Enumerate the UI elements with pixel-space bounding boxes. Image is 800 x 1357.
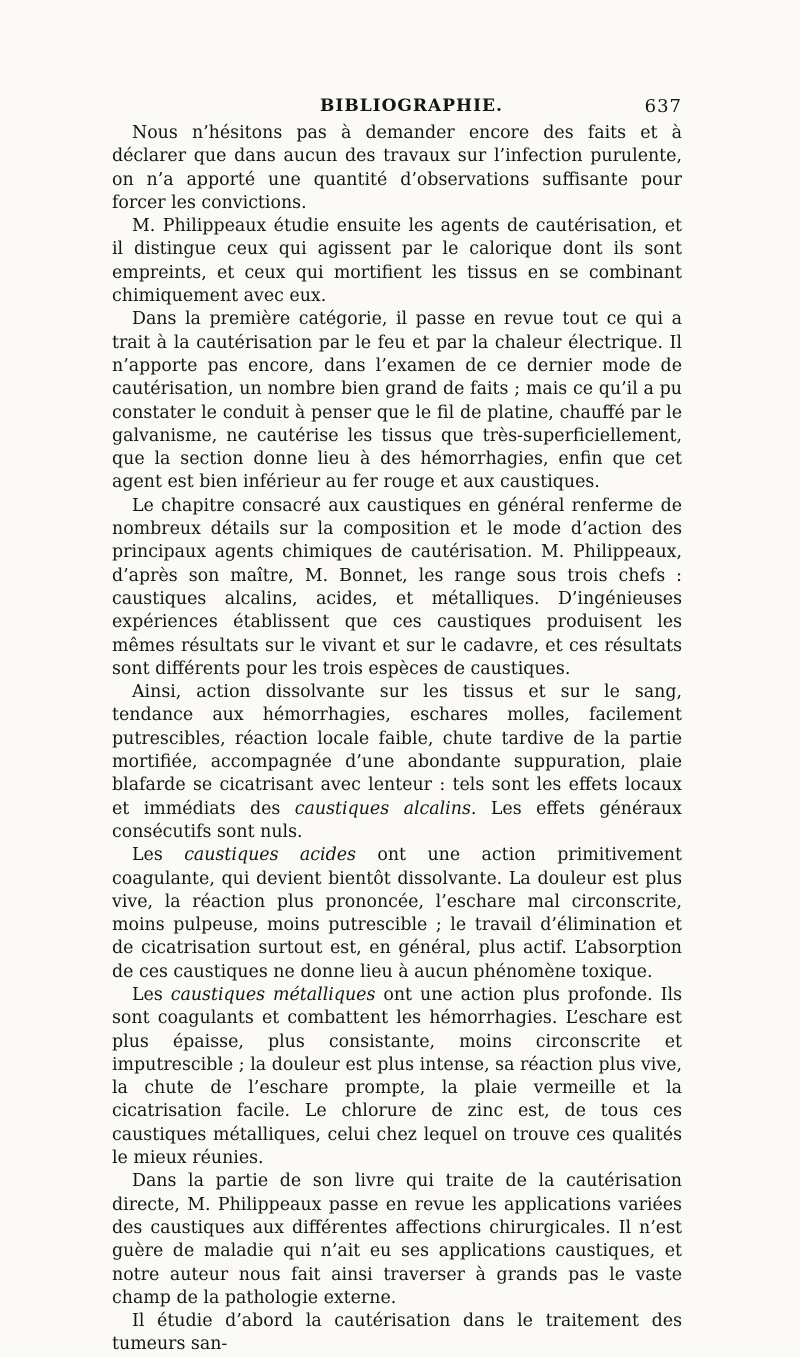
paragraph: Dans la partie de son livre qui traite de la cautérisation directe, M. Philippeaux passe en revue les applications variées des caustiques aux différentes affections chirurgicales. Il n’est guère de maladie qui n’ait eu ses applications caustiques, et notre auteur nous fait ainsi traverser à grands pas le vaste champ de la pathologie externe. xyxy=(112,1171,682,1308)
running-header xyxy=(112,96,682,122)
page-number: 637 xyxy=(644,96,682,117)
paragraph xyxy=(112,844,682,984)
paragraph-text: Ainsi, action dissolvante sur les tissus et sur le sang, tendance aux hémorrhagies, eschares molles, facilement putrescibles, réaction locale faible, chute tardive de la partie mortifiée, accompagnée d’une abondante suppuration, plaie blafarde se cicatrisant avec lenteur : tels sont les effets locaux et immédiats des xyxy=(112,682,682,819)
body-text xyxy=(112,122,682,1357)
paragraph-text: Les xyxy=(132,845,185,866)
paragraph: Le chapitre consacré aux caustiques en général renferme de nombreux détails sur la composition et le mode d’action des principaux agents chimiques de cautérisation. M. Philippeaux, d’après son maître, M. Bonnet, les range sous trois chefs : caustiques alcalins, acides, et métalliques. D’ingénieuses expériences établissent que ces caustiques produisent les mêmes résultats sur le vivant et sur le cadavre, et ces résultats sont différents pour les trois espèces de caustiques. xyxy=(112,495,682,679)
italic-term: caustiques métalliques xyxy=(170,984,376,1005)
italic-term: caustiques acides xyxy=(184,845,356,866)
italic-term: caustiques alcalins xyxy=(294,798,471,819)
book-page xyxy=(112,96,682,1357)
paragraph xyxy=(112,681,682,844)
paragraph-text: Les xyxy=(132,984,171,1005)
paragraph: Nous n’hésitons pas à demander encore des faits et à déclarer que dans aucun des travaux sur l’infection purulente, on n’a apporté une quantité d’observations suffisante pour forcer les convictions. xyxy=(112,123,682,213)
paragraph-text: . Les effets généraux consécutifs sont nuls. xyxy=(112,798,682,842)
paragraph: M. Philippeaux étudie ensuite les agents de cautérisation, et il distingue ceux qui agissent par le calorique dont ils sont empreints, et ceux qui mortifient les tissus en se combinant chimiquement avec eux. xyxy=(112,216,682,307)
paragraph: Dans la première catégorie, il passe en revue tout ce qui a trait à la cautérisation par le feu et par la chaleur électrique. Il n’apporte pas encore, dans l’examen de ce dernier mode de cautérisation, un nombre bien grand de faits ; mais ce qu’il a pu constater le conduit à penser que le fil de platine, chauffé par le galvanisme, ne cautérise les tissus que très-superficiellement, que la section donne lieu à des hémorrhagies, enfin que cet agent est bien inférieur au fer rouge et aux caustiques. xyxy=(112,309,682,493)
running-title: BIBLIOGRAPHIE. xyxy=(320,96,503,116)
paragraph-text: ont une action primitivement coagulante, qui devient bientôt dissolvante. La douleur est plus vive, la réaction plus prononcée, l’eschare mal circonscrite, moins pulpeuse, moins putrescible ; le travail d’élimination et de cicatrisation surtout est, en général, plus actif. L’absorption de ces caustiques ne donne lieu à aucun phénomène toxique. xyxy=(112,845,682,982)
paragraph: Il étudie d’abord la cautérisation dans le traitement des tumeurs san- xyxy=(112,1311,682,1355)
paragraph-text: ont une action plus profonde. Ils sont coagulants et combattent les hémorrhagies. L’eschare est plus épaisse, plus consistante, moins circonscrite et imputrescible ; la douleur est plus intense, sa réaction plus vive, la chute de l’eschare prompte, la plaie vermeille et la cicatrisation facile. Le chlorure de zinc est, de tous ces caustiques métalliques, celui chez lequel on trouve ces qualités le mieux réunies. xyxy=(112,984,683,1169)
paragraph xyxy=(112,984,682,1170)
